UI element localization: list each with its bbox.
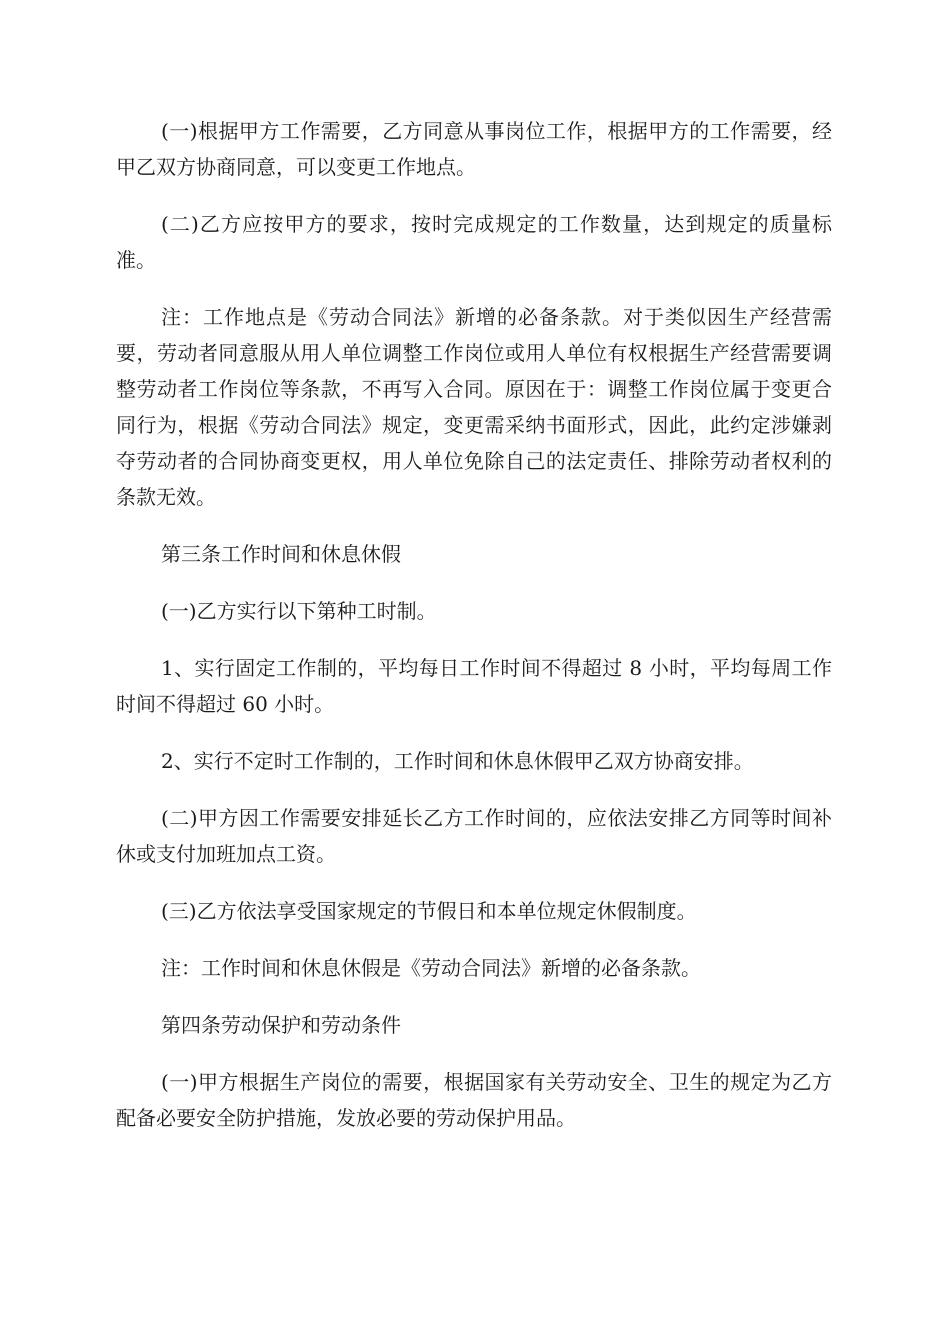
paragraph-clause-3-1-item-2: 2、实行不定时工作制的，工作时间和休息休假甲乙双方协商安排。 [161,749,754,773]
paragraph-clause-3-1-item-1: 1、实行固定工作制的，平均每日工作时间不得超过 8 小时，平均每周工作时间不得超过 60 小时。 [116,656,832,716]
paragraph-note-work-location: 注：工作地点是《劳动合同法》新增的必备条款。对于类似因生产经营需要，劳动者同意服从用人单位调整工作岗位或用人单位有权根据生产经营需要调整劳动者工作岗位等条款，不再写入合同。原因在于：调整工作岗位属于变更合同行为，根据《劳动合同法》规定，变更需采纳书面形式，因此，此约定涉嫌剥夺劳动者的合同协商变更权，用人单位免除自己的法定责任、排除劳动者权利的条款无效。 [116,305,832,509]
paragraph-clause-3-1: (一)乙方实行以下第种工时制。 [161,599,437,623]
paragraph-clause-3-2: (二)甲方因工作需要安排延长乙方工作时间的，应依法安排乙方同等时间补休或支付加班加点工资。 [116,806,832,866]
paragraph-clause-3-3: (三)乙方依法享受国家规定的节假日和本单位规定休假制度。 [161,899,697,923]
paragraph-clause-4-1: (一)甲方根据生产岗位的需要，根据国家有关劳动安全、卫生的规定为乙方配备必要安全防护措施，发放必要的劳动保护用品。 [116,1070,832,1130]
section-heading-article-3: 第三条工作时间和休息休假 [161,542,401,566]
paragraph-clause-2-1: (一)根据甲方工作需要，乙方同意从事岗位工作，根据甲方的工作需要，经甲乙双方协商同意，可以变更工作地点。 [116,119,832,179]
paragraph-note-work-time: 注：工作时间和休息休假是《劳动合同法》新增的必备条款。 [161,956,701,980]
paragraph-clause-2-2: (二)乙方应按甲方的要求，按时完成规定的工作数量，达到规定的质量标准。 [116,212,832,272]
document-body [116,113,832,1157]
section-heading-article-4: 第四条劳动保护和劳动条件 [161,1013,401,1037]
